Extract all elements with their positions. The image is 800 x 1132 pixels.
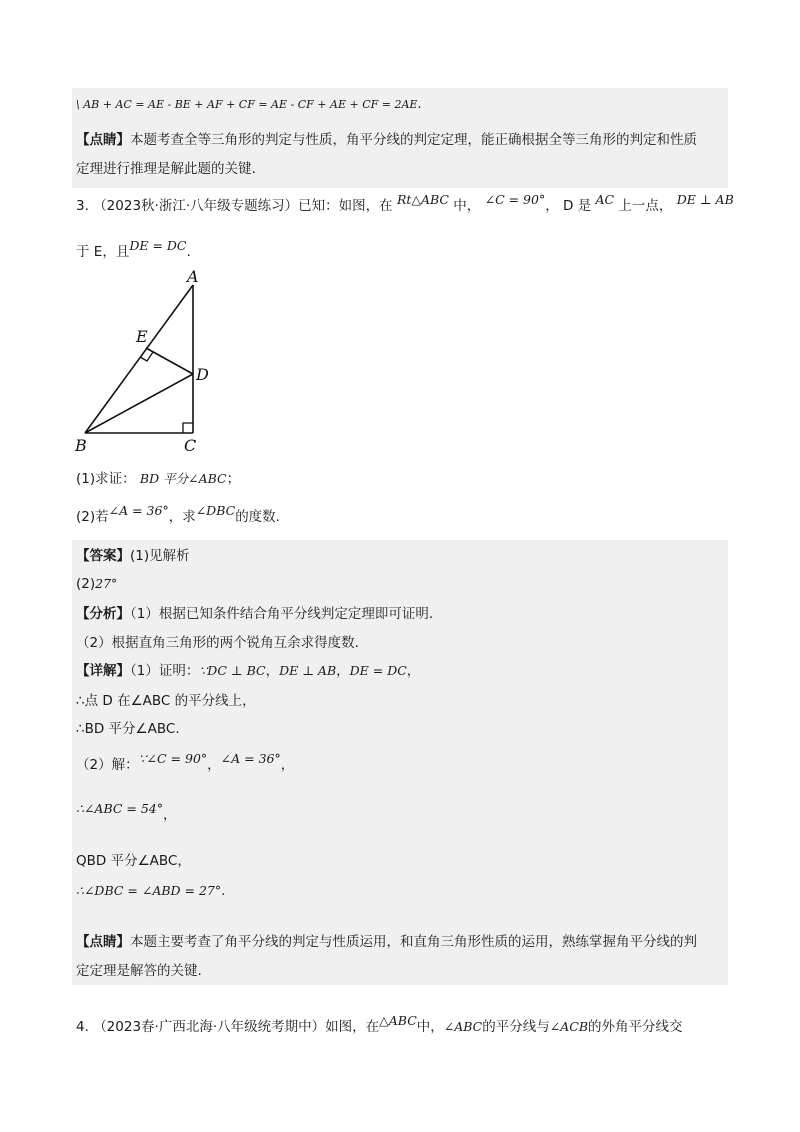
question1-math: BD 平分∠ABC bbox=[139, 471, 227, 486]
question1-end: ； bbox=[226, 471, 241, 487]
answer-line bbox=[76, 547, 190, 565]
question1-line bbox=[76, 470, 240, 488]
detail-intro: （1）证明： bbox=[130, 663, 200, 679]
problem3-point-on: 上一点， bbox=[618, 198, 673, 214]
answer-2-prefix: (2) bbox=[76, 576, 96, 592]
answer-label: 【答案】 bbox=[76, 548, 130, 564]
detail-label: 【详解】 bbox=[76, 663, 130, 679]
segment-de bbox=[146, 348, 193, 374]
abc54: ∴∠ABC = 54° bbox=[76, 801, 164, 816]
label-b: B bbox=[75, 436, 87, 455]
problem3-de-eq-dc: DE = DC bbox=[129, 238, 187, 253]
problem4-end: 的外角平分线交 bbox=[588, 1019, 683, 1035]
question2-angle-dbc: ∠DBC bbox=[195, 503, 236, 518]
part2-line bbox=[76, 751, 295, 774]
problem3-number: 3. bbox=[76, 198, 89, 214]
prev-equation-line bbox=[76, 95, 422, 114]
problem4-number: 4. bbox=[76, 1019, 89, 1035]
segment-bd bbox=[85, 374, 193, 433]
label-c: C bbox=[184, 436, 197, 455]
problem3-line2-end: . bbox=[186, 244, 191, 260]
answer-1: (1)见解析 bbox=[130, 548, 190, 564]
detail-de-perp-ab: DE ⊥ AB bbox=[279, 663, 337, 678]
problem4-source: （2023春·广西北海·八年级统考期中）如图，在 bbox=[93, 1019, 380, 1035]
question2-angle-a: ∠A = 36° bbox=[108, 503, 169, 518]
comment-text1: 本题主要考查了角平分线的判定与性质运用，和直角三角形性质的运用，熟练掌握角平分线的判 bbox=[130, 934, 697, 950]
label-e: E bbox=[136, 327, 148, 346]
detail-line1 bbox=[76, 662, 420, 680]
answer-2-value: 27° bbox=[95, 576, 118, 591]
problem4-mid: 的平分线与 bbox=[482, 1019, 550, 1035]
question2-label: (2)若 bbox=[76, 509, 109, 525]
problem3-de-perp-ab: DE ⊥ AB bbox=[676, 192, 734, 207]
problem3-line1 bbox=[76, 192, 734, 215]
right-angle-e bbox=[140, 352, 153, 361]
part2-since-c90: ∵∠C = 90° bbox=[138, 751, 208, 766]
detail-dc-perp-bc: ∵DC ⊥ BC bbox=[199, 663, 266, 678]
problem3-rt-abc: Rt△ABC bbox=[396, 192, 449, 207]
detail-point-d: ∴点 D 在∠ABC 的平分线上， bbox=[76, 693, 256, 709]
prev-equation: \ AB + AC = AE - BE + AF + CF = AE - CF + AE + CF = 2AE bbox=[76, 98, 418, 111]
question2-find: ，求 bbox=[168, 509, 196, 525]
comment-line2: 定定理是解答的关键. bbox=[76, 963, 202, 979]
label-a: A bbox=[187, 268, 199, 286]
triangle-figure bbox=[70, 268, 220, 458]
question1-label: (1)求证： bbox=[76, 471, 136, 487]
problem4-angle-acb: ∠ACB bbox=[549, 1019, 589, 1034]
dbc-line bbox=[76, 882, 225, 900]
comment-label: 【点睛】 bbox=[76, 934, 130, 950]
question2-end: 的度数. bbox=[235, 509, 280, 525]
problem4-tri-abc: △ABC bbox=[379, 1013, 417, 1028]
question2-line bbox=[76, 503, 280, 526]
part2-sep2: ， bbox=[280, 757, 295, 773]
prev-comment-line2: 定理进行推理是解此题的关键. bbox=[76, 161, 256, 177]
problem3-d-is: D 是 bbox=[563, 198, 592, 214]
problem3-angle-c: ∠C = 90° bbox=[484, 192, 546, 207]
analysis-label: 【分析】 bbox=[76, 606, 130, 622]
problem3-ac: AC bbox=[595, 192, 615, 207]
prev-comment-label: 【点睛】 bbox=[76, 132, 130, 148]
problem3-comma: ， bbox=[545, 198, 559, 214]
problem3-line2 bbox=[76, 238, 191, 261]
dbc-eq: ∴∠DBC = ∠ABD = 27° bbox=[76, 883, 222, 898]
detail-de-eq-dc: DE = DC bbox=[349, 663, 407, 678]
part2-angle-a36: ∠A = 36° bbox=[220, 751, 281, 766]
analysis-line2: （2）根据直角三角形的两个锐角互余求得度数. bbox=[76, 635, 359, 651]
analysis-text1: （1）根据已知条件结合角平分线判定定理即可证明. bbox=[130, 606, 434, 622]
problem3-in: 中， bbox=[453, 198, 481, 214]
analysis-line1 bbox=[76, 605, 433, 623]
problem3-line2-a: 于 E，且 bbox=[76, 244, 130, 260]
abc54-line bbox=[76, 801, 177, 824]
prev-comment-line1 bbox=[76, 131, 697, 149]
problem4-angle-abc: ∠ABC bbox=[443, 1019, 483, 1034]
right-angle-c bbox=[183, 423, 193, 433]
part2-sep1: ， bbox=[207, 757, 221, 773]
problem3-source: （2023秋·浙江·八年级专题练习）已知：如图，在 bbox=[93, 198, 393, 214]
problem4-line1 bbox=[76, 1013, 683, 1036]
prev-equation-end: . bbox=[417, 96, 422, 112]
label-d: D bbox=[196, 365, 209, 384]
detail-bd-bisect: ∴BD 平分∠ABC. bbox=[76, 721, 180, 737]
abc54-sep: ， bbox=[163, 807, 177, 823]
detail-sep1: ， bbox=[265, 663, 280, 679]
detail-sep2: ， bbox=[336, 663, 350, 679]
dbc-dot: . bbox=[221, 883, 226, 899]
part2-intro: （2）解： bbox=[76, 757, 139, 773]
prev-comment-text1: 本题考查全等三角形的判定与性质，角平分线的判定定理，能正确根据全等三角形的判定和性质 bbox=[130, 132, 697, 148]
comment-line1 bbox=[76, 933, 697, 951]
problem4-in: 中， bbox=[416, 1019, 444, 1035]
side-ab bbox=[85, 285, 193, 433]
answer-2-line bbox=[76, 575, 117, 593]
detail-sep3: ， bbox=[406, 663, 421, 679]
q-bd-line: QBD 平分∠ABC， bbox=[76, 853, 191, 869]
